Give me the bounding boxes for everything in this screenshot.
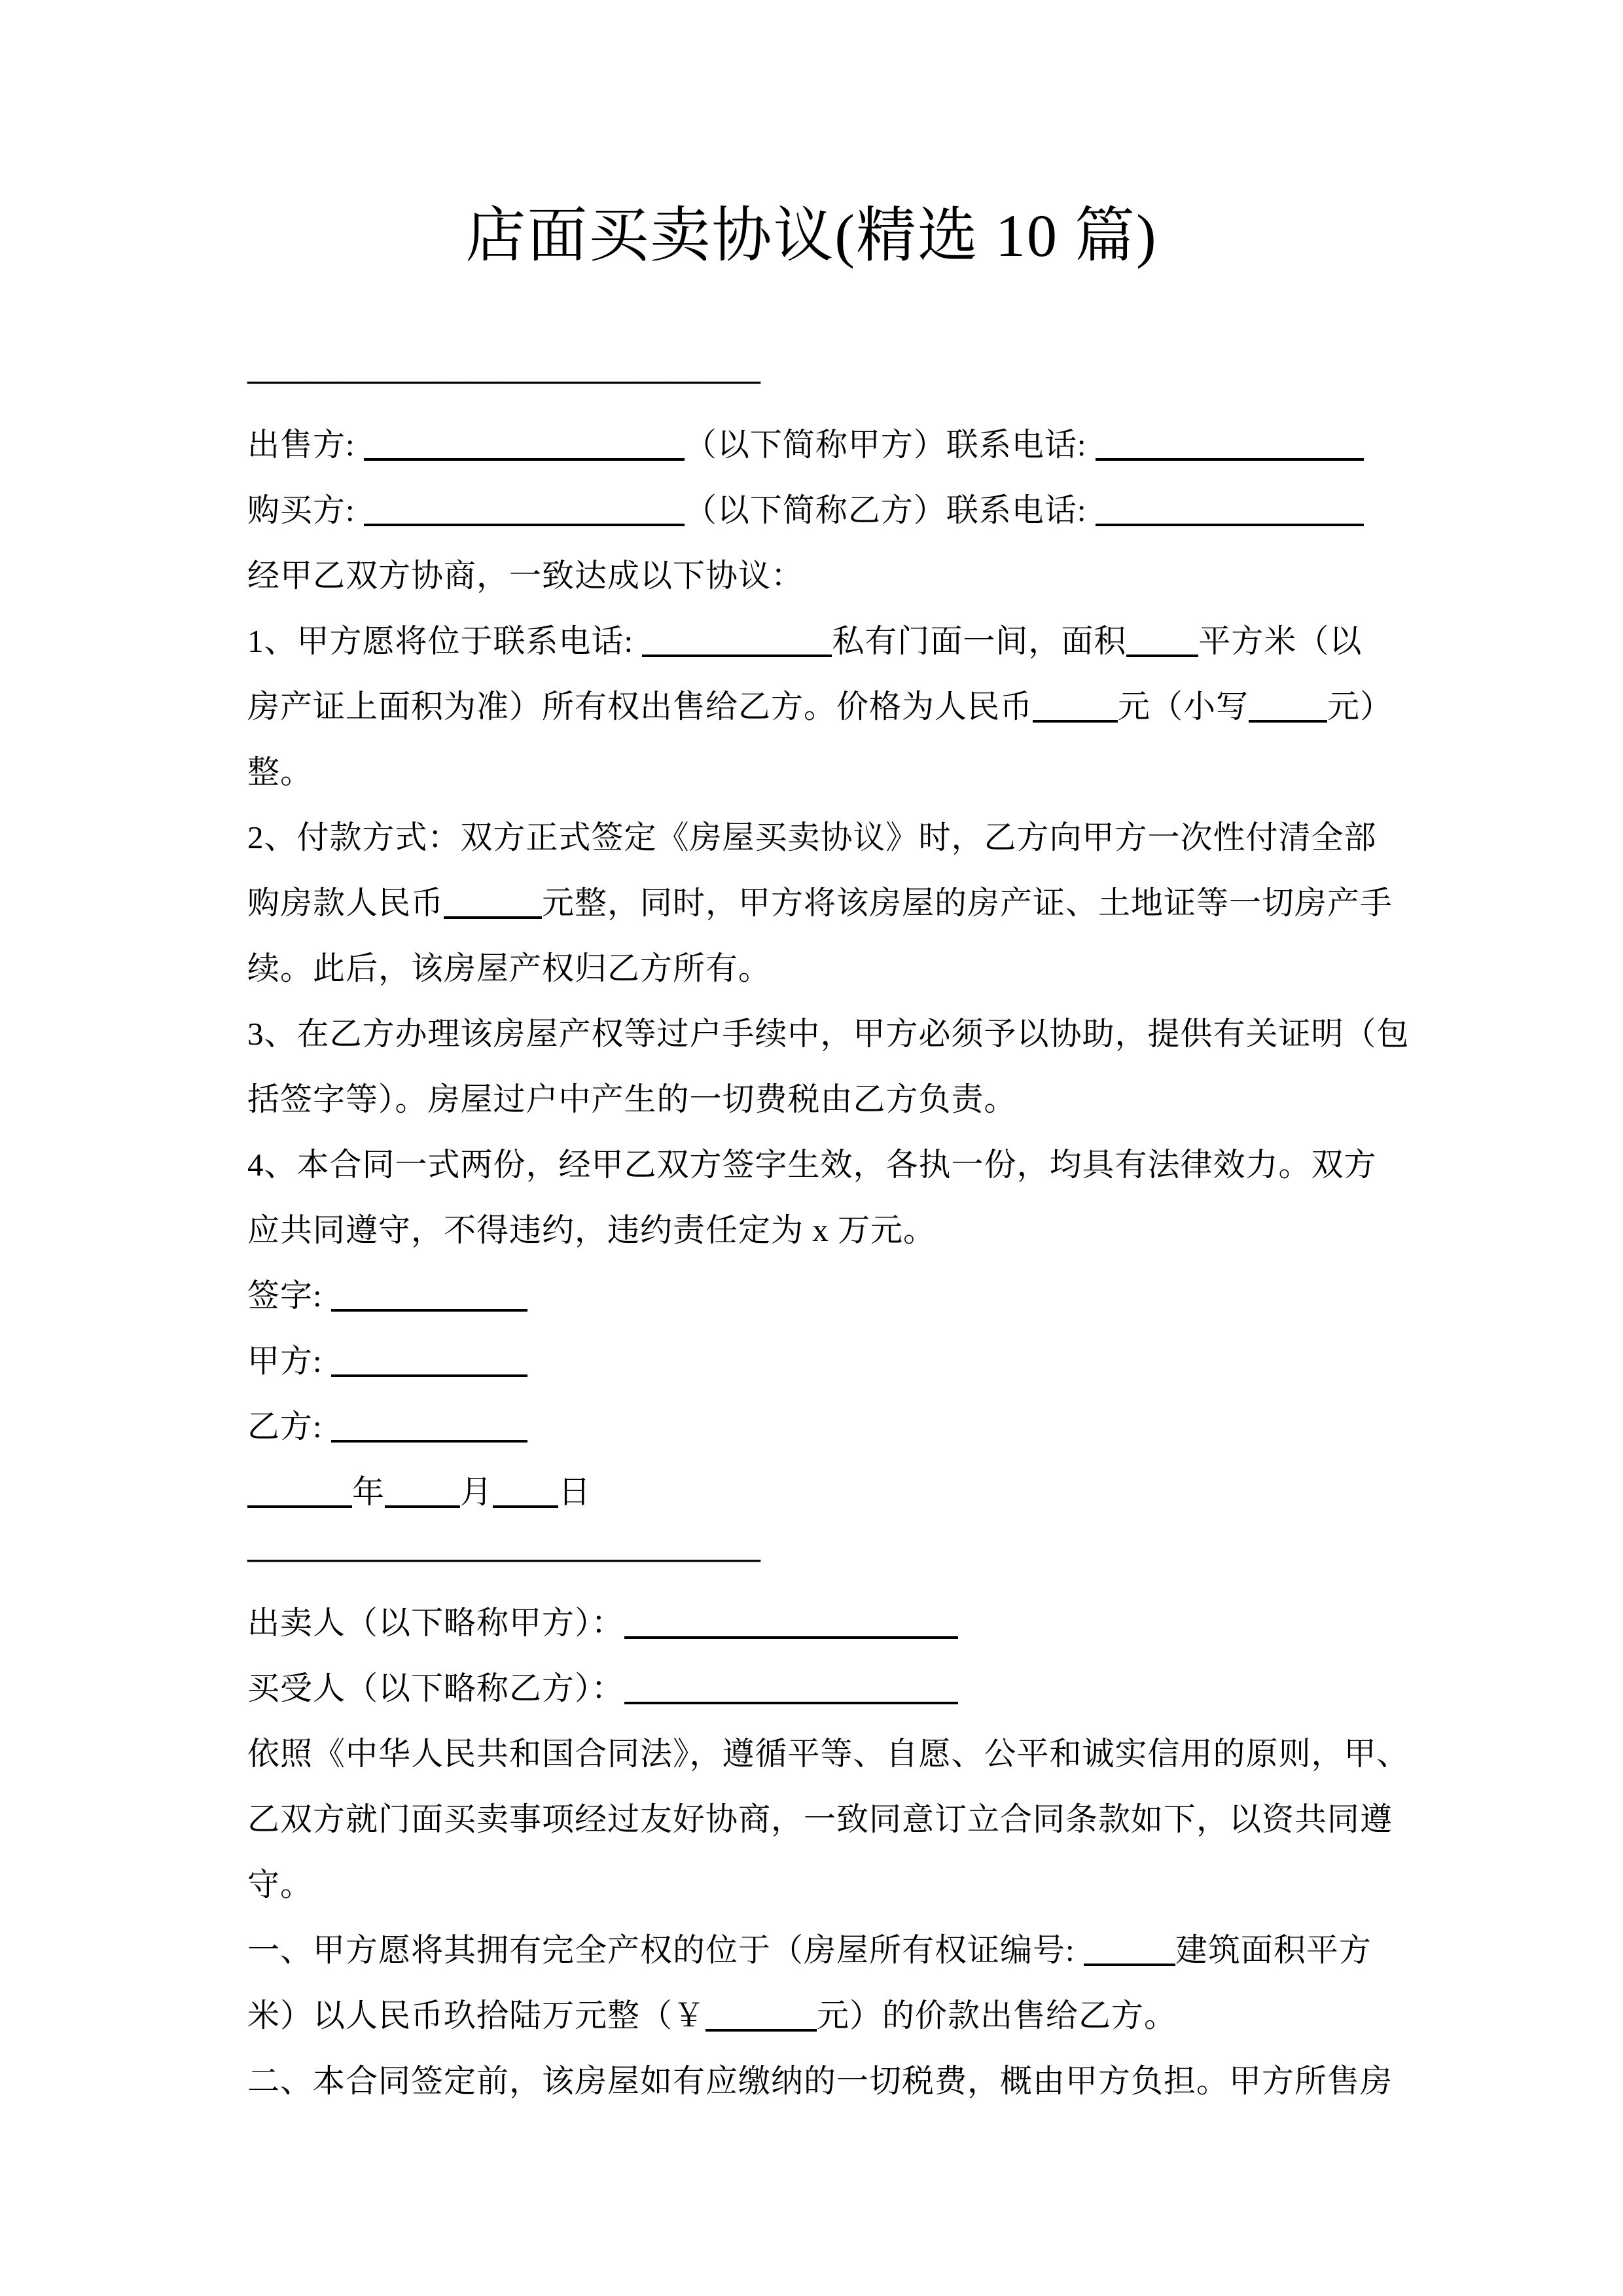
text-run: 整。: [247, 754, 313, 790]
text-run: 平方米（以: [1198, 623, 1363, 659]
document-line: [247, 1263, 1427, 1329]
text-run: 乙方:: [247, 1408, 331, 1444]
document-line: [247, 1329, 1427, 1394]
document-line: [247, 1918, 1427, 1983]
document-line: [247, 543, 1427, 609]
document-body: [247, 347, 1427, 2114]
document-line: [247, 609, 1427, 674]
text-run: 日: [558, 1474, 592, 1510]
blank-underline: [1249, 713, 1327, 723]
blank-underline: [385, 1499, 460, 1508]
text-run: 续。此后，该房屋产权归乙方所有。: [247, 950, 772, 986]
text-run: 甲方:: [247, 1343, 331, 1379]
blank-underline: [1096, 452, 1364, 461]
text-run: 元）: [1327, 689, 1393, 725]
blank-underline: [624, 1695, 958, 1704]
blank-underline: [331, 1302, 527, 1312]
document-line: [247, 1198, 1427, 1263]
section-divider: ————————————————: [247, 361, 760, 397]
text-run: 米）以人民币玖拾陆万元整（￥: [247, 1998, 706, 2034]
document-line: [247, 1067, 1427, 1132]
document-line: [247, 740, 1427, 805]
text-run: （以下简称甲方）联系电话:: [684, 427, 1096, 463]
blank-underline: [331, 1433, 527, 1443]
document-title: 店面买卖协议(精选 10 篇): [465, 202, 1158, 269]
text-run: 一、甲方愿将其拥有完全产权的位于（房屋所有权证编号:: [247, 1932, 1084, 1968]
blank-underline: [493, 1499, 558, 1508]
text-run: 二、本合同签定前，该房屋如有应缴纳的一切税费，概由甲方负担。甲方所售房: [247, 2063, 1393, 2099]
text-run: 元（小写: [1118, 689, 1249, 725]
blank-underline: [444, 910, 542, 919]
document-line: [247, 478, 1427, 543]
text-run: 1、甲方愿将位于联系电话:: [247, 623, 643, 659]
document-line: [247, 936, 1427, 1001]
text-run: 出卖人（以下略称甲方）：: [247, 1605, 624, 1641]
document-line: [247, 1721, 1427, 1787]
blank-underline: [331, 1368, 527, 1377]
text-run: 元整，同时，甲方将该房屋的房产证、土地证等一切房产手: [542, 885, 1393, 921]
blank-underline: [1126, 648, 1198, 657]
text-run: 括签字等）。房屋过户中产生的一切费税由乙方负责。: [247, 1081, 1017, 1117]
text-run: 应共同遵守，不得违约，违约责任定为 x 万元。: [247, 1212, 936, 1248]
document-line: [247, 1394, 1427, 1460]
blank-underline: [364, 452, 685, 461]
section-divider: ————————————————: [247, 1539, 760, 1575]
document-line: [247, 1787, 1427, 1852]
document-line: [247, 1983, 1427, 2049]
document-line: [247, 1132, 1427, 1198]
text-run: 房产证上面积为准）所有权出售给乙方。价格为人民币: [247, 689, 1033, 725]
blank-underline: [364, 517, 685, 526]
text-run: 购房款人民币: [247, 885, 444, 921]
document-line: [247, 1852, 1427, 1918]
document-line: [247, 1656, 1427, 1721]
document-line: [247, 2049, 1427, 2114]
document-line: [247, 1590, 1427, 1656]
blank-underline: [1096, 517, 1364, 526]
blank-underline: [705, 2022, 817, 2032]
text-run: 2、付款方式：双方正式签定《房屋买卖协议》时，乙方向甲方一次性付清全部: [247, 819, 1377, 855]
text-run: 建筑面积平方: [1175, 1932, 1372, 1968]
text-run: 月: [460, 1474, 493, 1510]
text-run: 乙双方就门面买卖事项经过友好协商，一致同意订立合同条款如下，以资共同遵: [247, 1801, 1393, 1837]
document-line: [247, 870, 1427, 936]
blank-underline: [642, 648, 832, 657]
text-run: 元）的价款出售给乙方。: [817, 1998, 1177, 2034]
document-line: [247, 1460, 1427, 1525]
text-run: 3、在乙方办理该房屋产权等过户手续中，甲方必须予以协助，提供有关证明（包: [247, 1016, 1410, 1052]
blank-underline: [247, 1499, 352, 1508]
text-run: 经甲乙双方协商，一致达成以下协议：: [247, 558, 804, 594]
blank-underline: [624, 1630, 958, 1639]
blank-underline: [1084, 1957, 1175, 1966]
text-run: 依照《中华人民共和国合同法》，遵循平等、自愿、公平和诚实信用的原则，甲、: [247, 1736, 1410, 1772]
text-run: 4、本合同一式两份，经甲乙双方签字生效，各执一份，均具有法律效力。双方: [247, 1147, 1377, 1183]
text-run: （以下简称乙方）联系电话:: [684, 492, 1096, 528]
document-line: [247, 1001, 1427, 1067]
text-run: 年: [352, 1474, 385, 1510]
text-run: 购买方:: [247, 492, 364, 528]
text-run: 出售方:: [247, 427, 364, 463]
text-run: 守。: [247, 1867, 313, 1903]
blank-underline: [1033, 713, 1118, 723]
text-run: 私有门面一间，面积: [832, 623, 1127, 659]
document-line: [247, 412, 1427, 478]
text-run: 买受人（以下略称乙方）：: [247, 1670, 624, 1706]
document-line: [247, 674, 1427, 740]
text-run: 签字:: [247, 1278, 331, 1314]
document-line: [247, 805, 1427, 870]
